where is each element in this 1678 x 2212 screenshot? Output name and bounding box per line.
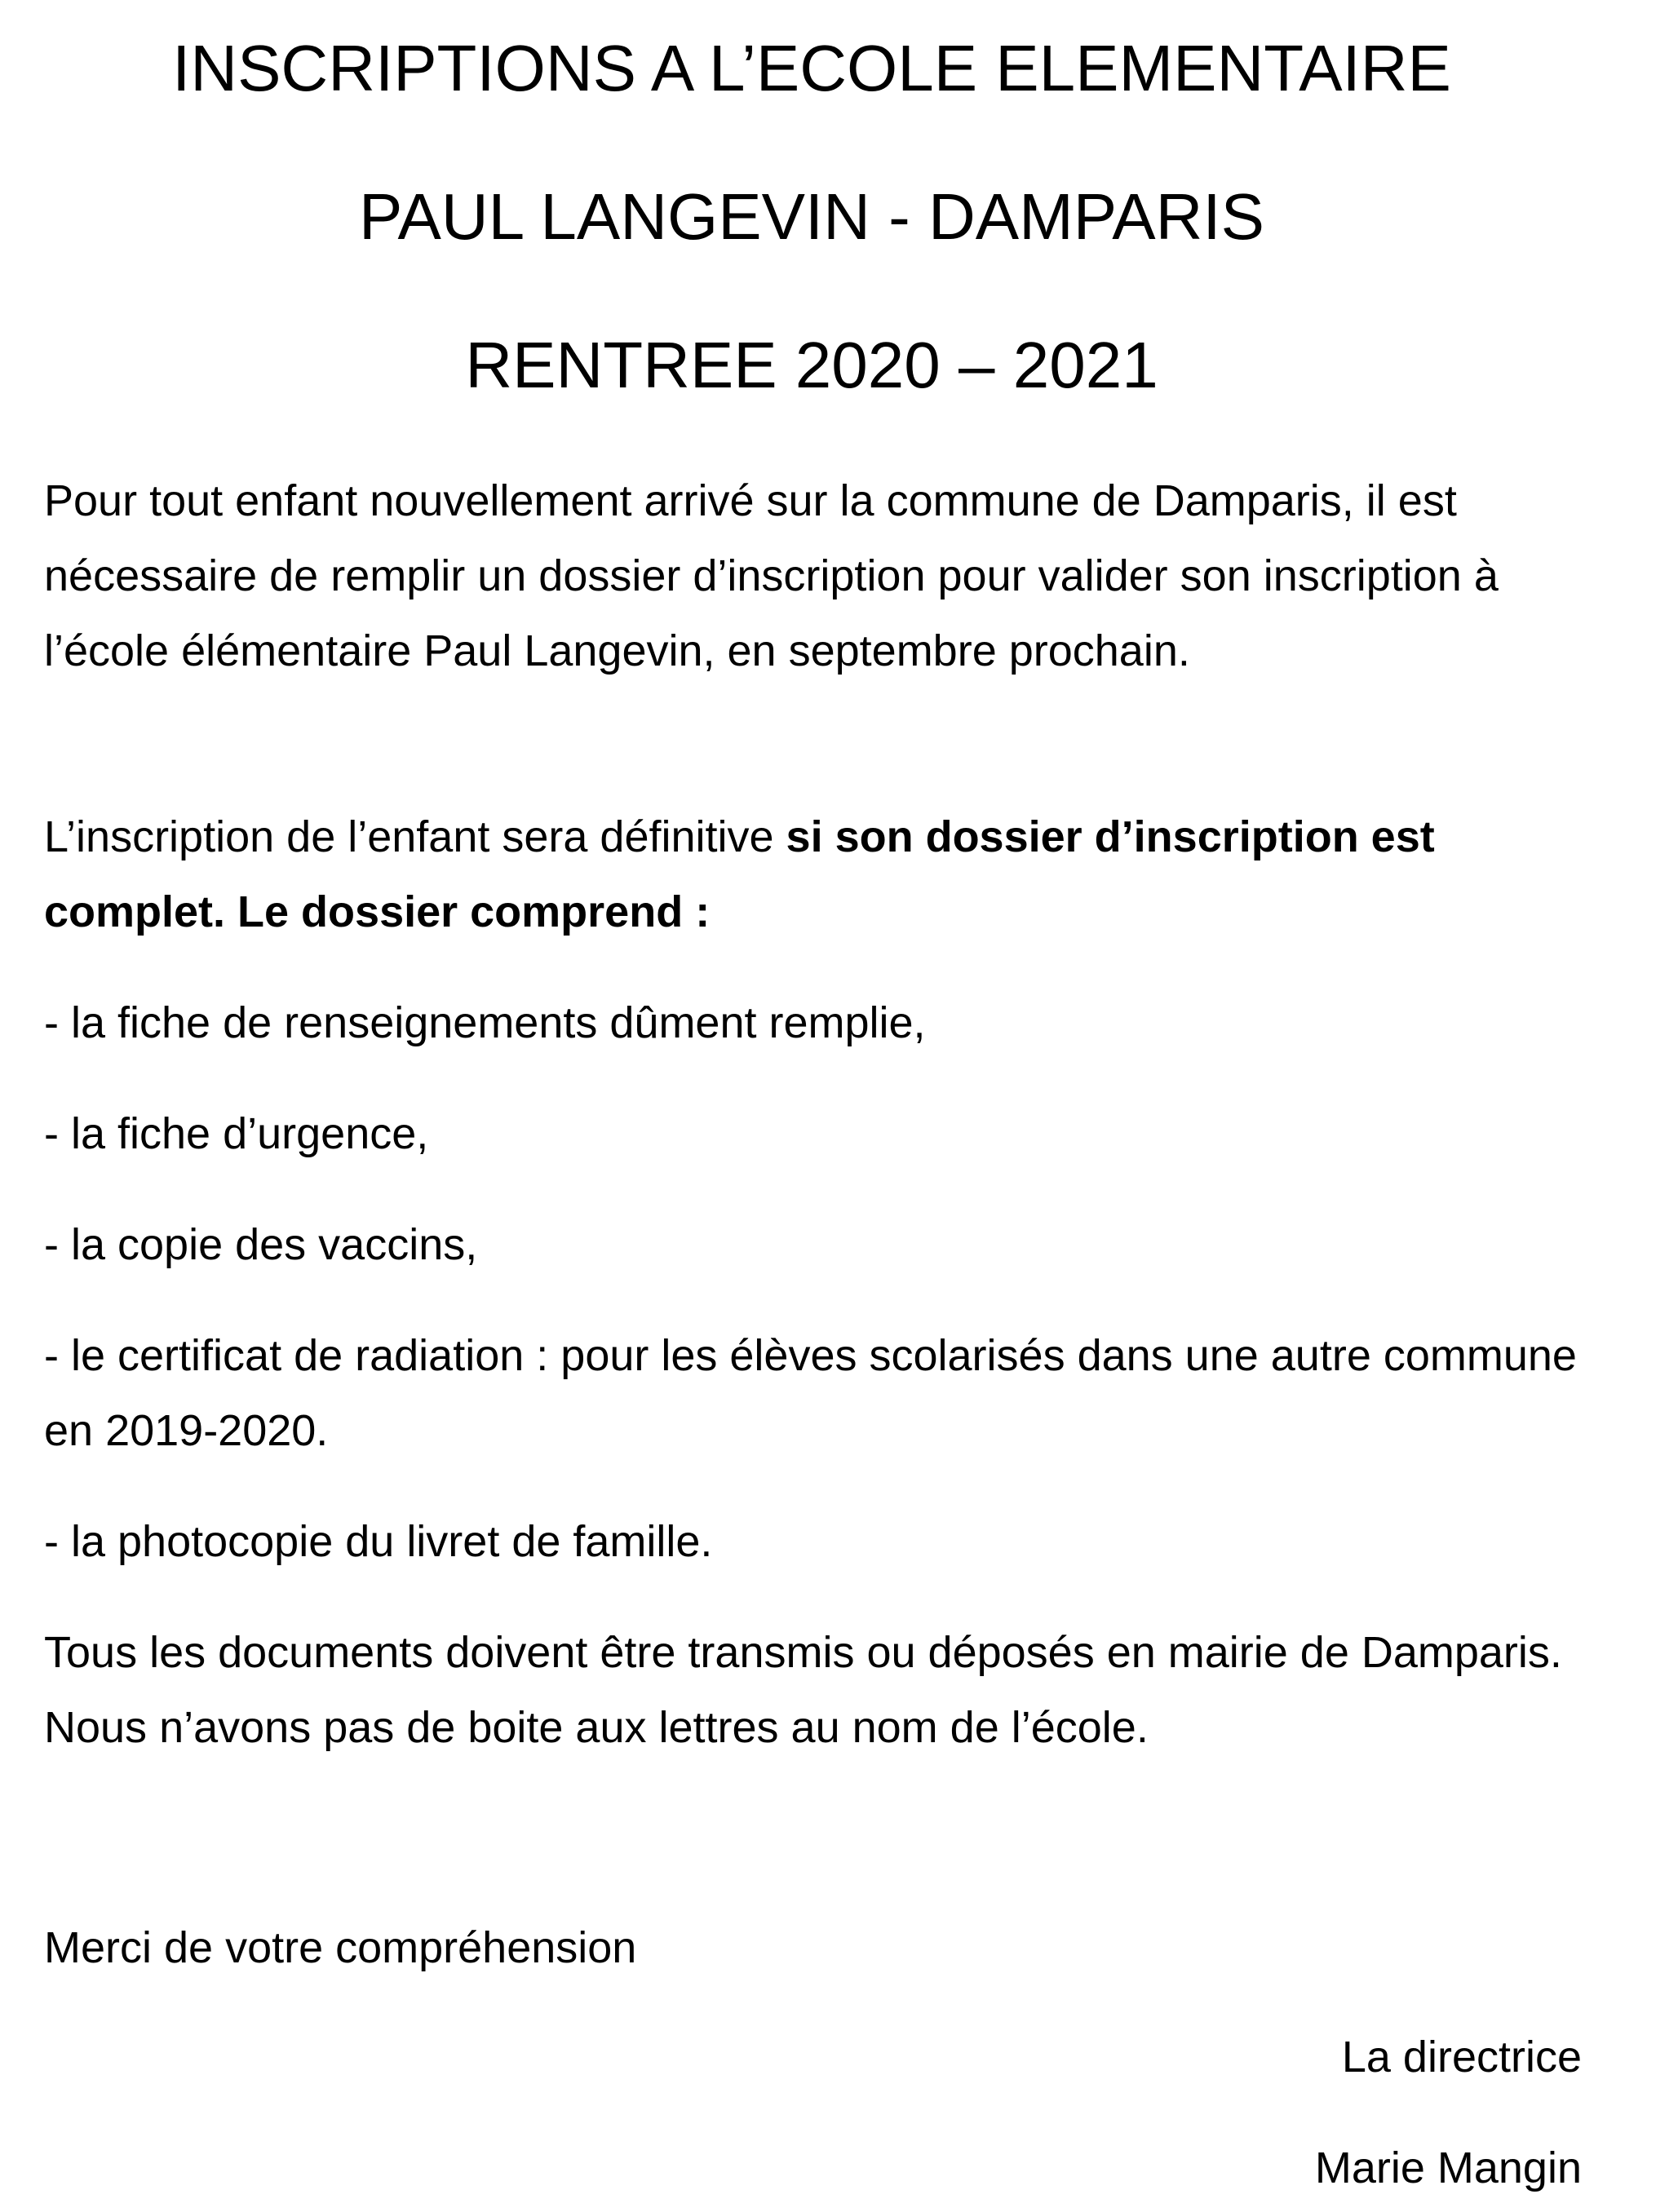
list-item: - la fiche de renseignements dûment remplie, <box>44 998 926 1047</box>
list-item: - le certificat de radiation : pour les élèves scolarisés dans une autre commune en 2019-2020. <box>44 1331 1577 1455</box>
signature-name: Marie Mangin <box>1314 2143 1582 2192</box>
title-line-3: RENTREE 2020 – 2021 <box>465 329 1158 401</box>
title-line-2: PAUL LANGEVIN - DAMPARIS <box>359 180 1264 253</box>
signature-role: La directrice <box>1341 2033 1582 2081</box>
condition-paragraph <box>44 799 1618 949</box>
thanks-line: Merci de votre compréhension <box>44 1923 637 1972</box>
list-item: - la photocopie du livret de famille. <box>44 1517 713 1566</box>
note-paragraph: Tous les documents doivent être transmis ou déposés en mairie de Damparis. Nous n’avons pas de boite aux lettres au nom de l’école. <box>44 1628 1562 1752</box>
list-item: - la copie des vaccins, <box>44 1220 478 1269</box>
intro-paragraph: Pour tout enfant nouvellement arrivé sur la commune de Damparis, il est nécessaire de remplir un dossier d’inscription pour valider son inscription à l’école élémentaire Paul Langevin, en septembre prochain. <box>44 476 1499 675</box>
list-item: - la fiche d’urgence, <box>44 1109 429 1158</box>
title-line-1: INSCRIPTIONS A L’ECOLE ELEMENTAIRE <box>172 32 1451 104</box>
condition-prefix: L’inscription de l’enfant sera définitive <box>44 812 786 861</box>
condition-bold: si son dossier d’inscription est complet. Le dossier comprend : <box>44 812 1435 936</box>
